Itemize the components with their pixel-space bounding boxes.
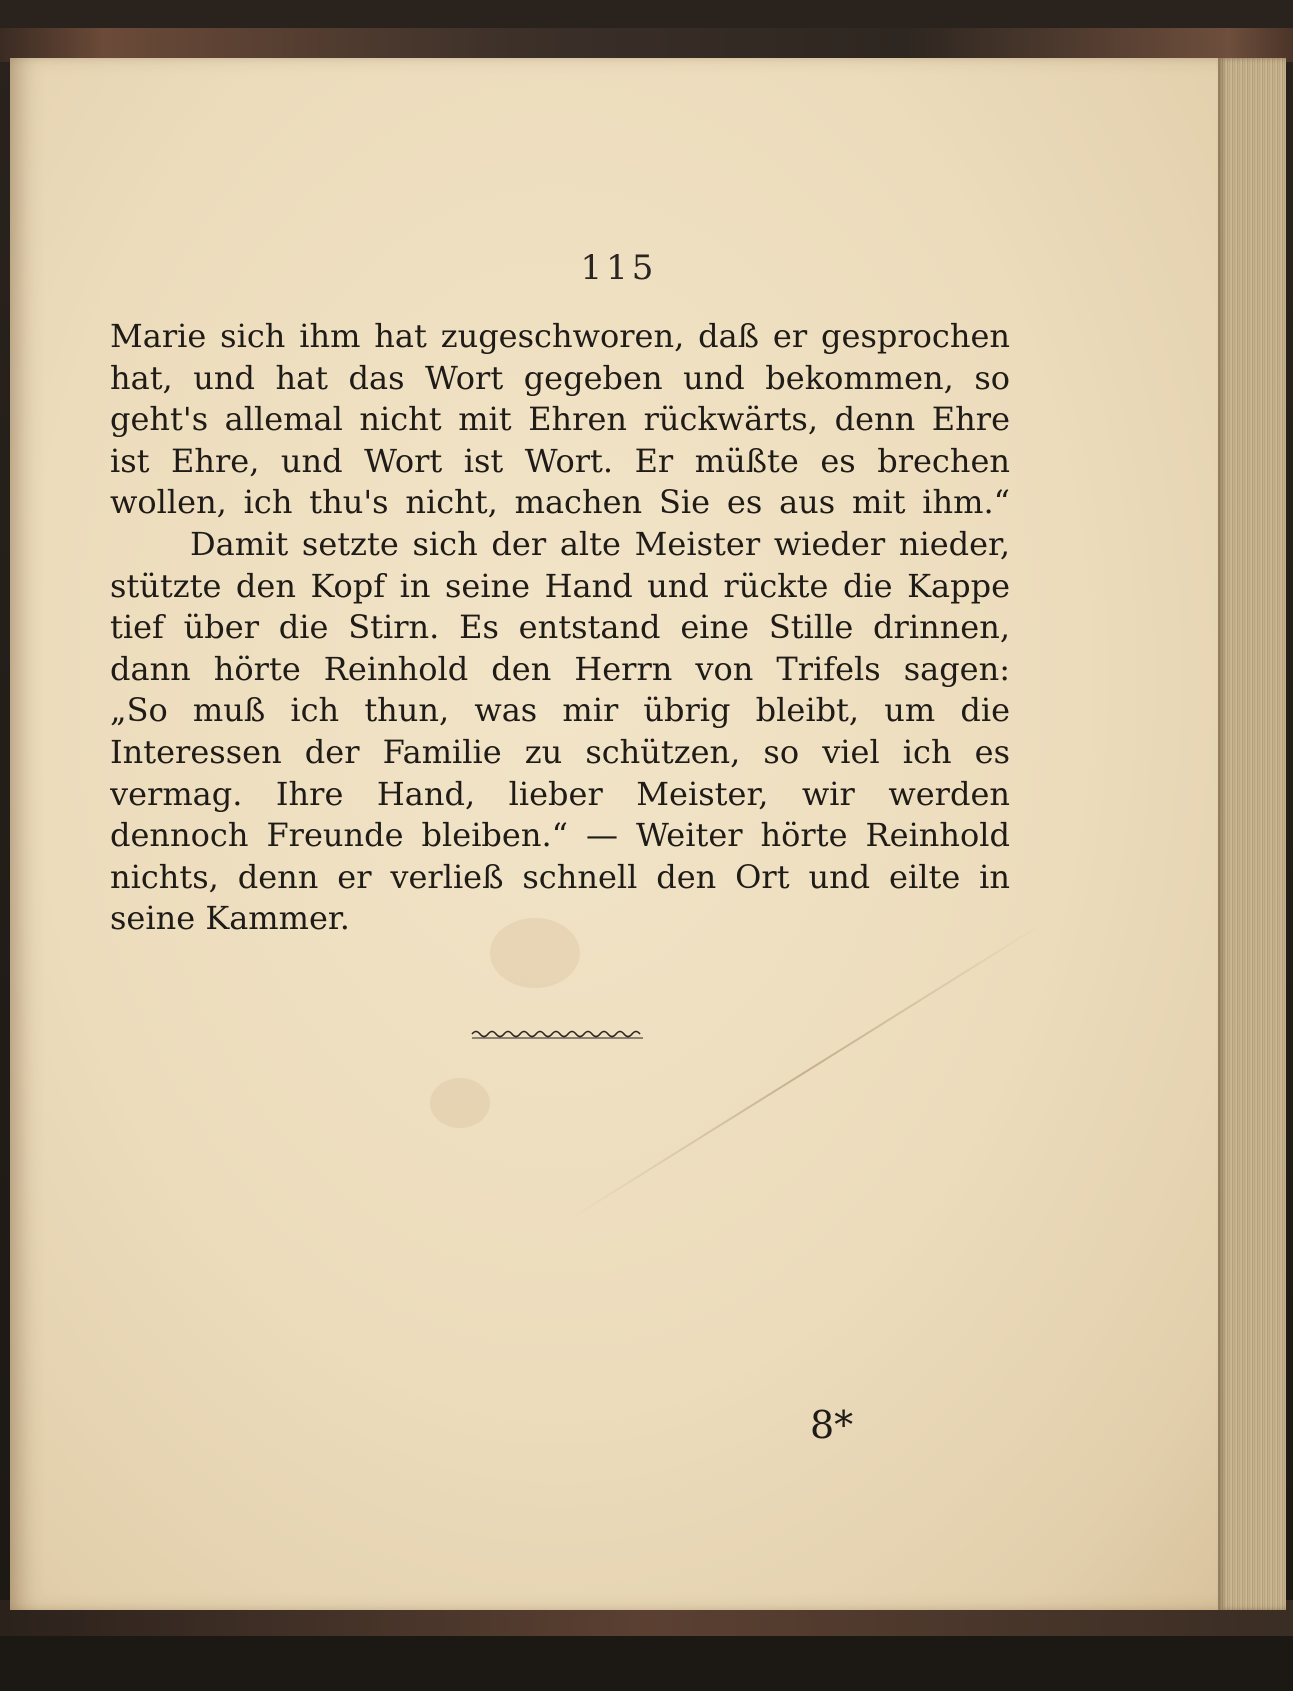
text-line: stützte den Kopf in seine Hand und rückte die Kappe xyxy=(110,566,1010,605)
text-line: vermag. Ihre Hand, lieber Meister, wir werden xyxy=(110,774,1010,813)
text-line: dennoch Freunde bleiben.“ — Weiter hörte Reinhold xyxy=(110,816,1010,855)
page-edges xyxy=(1218,58,1286,1610)
text-line: seine Kammer. xyxy=(110,899,350,938)
book-cover-top xyxy=(0,28,1293,62)
text-line: Interessen der Familie zu schützen, so viel ich es xyxy=(110,732,1010,771)
text-line: Marie sich ihm hat zugeschworen, daß er gesprochen xyxy=(110,317,1010,355)
paper-crease xyxy=(569,921,1045,1219)
text-line: ist Ehre, und Wort ist Wort. Er müßte es brechen xyxy=(110,441,1010,480)
body-text xyxy=(110,316,1010,940)
book-page xyxy=(10,58,1228,1610)
text-line: geht's allemal nicht mit Ehren rückwärts, denn Ehre xyxy=(110,400,1010,439)
text-line: wollen, ich thu's nicht, machen Sie es aus mit ihm.“ xyxy=(110,483,1010,522)
text-line: „So muß ich thun, was mir übrig bleibt, um die xyxy=(110,691,1010,730)
text-line: hat, und hat das Wort gegeben und bekommen, so xyxy=(110,358,1010,397)
text-line: dann hörte Reinhold den Herrn von Trifels sagen: xyxy=(110,649,1010,688)
page-number: 115 xyxy=(580,248,658,288)
signature-mark: 8* xyxy=(810,1403,854,1447)
text-line: tief über die Stirn. Es entstand eine Stille drinnen, xyxy=(110,608,1010,647)
paper-stain xyxy=(430,1078,490,1128)
text-line: nichts, denn er verließ schnell den Ort und eilte in xyxy=(110,857,1010,896)
section-divider-ornament xyxy=(470,1026,645,1042)
text-line: Damit setzte sich der alte Meister wieder nieder, xyxy=(190,524,1010,563)
